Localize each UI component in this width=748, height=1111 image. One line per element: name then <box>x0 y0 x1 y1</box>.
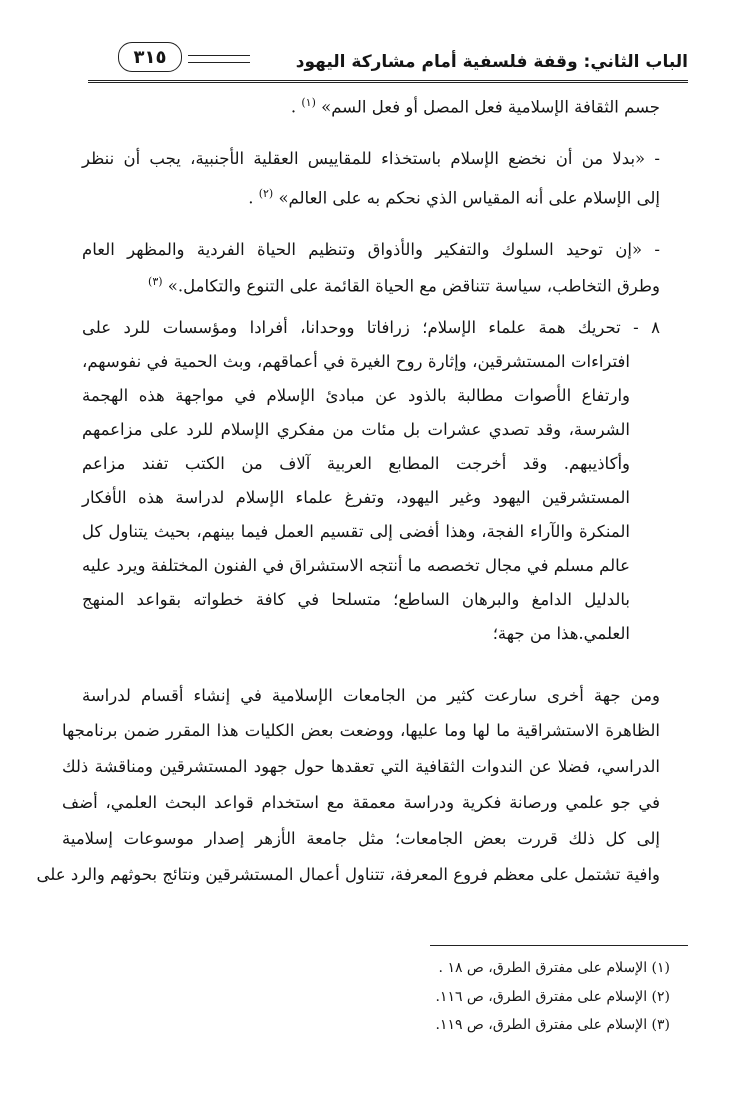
body-line: إلى الإسلام على أنه المقياس الذي نحكم به على العالم» $^{(٢)}$ . <box>248 187 660 208</box>
body-line: ومن جهة أخرى سارعت كثير من الجامعات الإسلامية في إنشاء أقسام لدراسة <box>82 686 660 705</box>
body-line: إلى كل ذلك قررت بعض الجامعات؛ مثل جامعة الأزهر إصدار موسوعات إسلامية <box>62 829 661 848</box>
body-line: وافية تشتمل على معظم فروع المعرفة، تتناول أعمال المستشرقين ونتائج بحوثهم والرد على <box>36 865 660 884</box>
body-line: وأكاذيبهم. وقد أخرجت المطابع العربية آلاف من الكتب تفند مزاعم <box>82 454 630 473</box>
body-line: - «إن توحيد السلوك والتفكير والأذواق وتنظيم الحياة الفردية والمظهر العام <box>82 240 660 259</box>
body-line: وطرق التخاطب، سياسة تتناقض مع الحياة القائمة على التنوع والتكامل.» $^{(٣)}$ <box>148 275 660 296</box>
footnote: (٢) الإسلام على مفترق الطرق، ص ١١٦. <box>435 989 670 1005</box>
body-line: الدراسي، فضلا عن الندوات الثقافية التي تعقدها حول جهود المستشرقين ومناقشة ذلك <box>62 757 660 776</box>
body-line: المنكرة والآراء الفجة، وهذا أفضى إلى تقسيم العمل فيما بينهم، بحيث يتناول كل <box>82 522 630 541</box>
running-header <box>88 38 688 84</box>
footnote-ref: (٢) <box>258 187 274 200</box>
body-line: العلمي.هذا من جهة؛ <box>492 624 630 643</box>
body-line: بالدليل الدامغ والبرهان الساطع؛ متسلحا في كافة خطواته بقواعد المنهج <box>82 590 630 609</box>
body-line: عالم مسلم في مجال تخصصه ما أنتجه الاستشراق في الفنون المختلفة ويرد عليه <box>82 556 630 575</box>
footnote-ref: (١) <box>301 96 316 109</box>
body-line: جسم الثقافة الإسلامية فعل المصل أو فعل السم» $^{(١)}$ . <box>290 96 660 117</box>
footnote-rule <box>430 945 688 946</box>
body-line: ٨ - تحريك همة علماء الإسلام؛ زرافاتا ووحدانا، أفرادا ومؤسسات للرد على <box>82 318 660 337</box>
body-line: افتراءات المستشرقين، وإثارة روح الغيرة في أعماقهم، وبث الحمية في نفوسهم، <box>82 352 630 371</box>
body-line: الشرسة، وقد تصدي عشرات بل مئات من مفكري الإسلام للرد على مزاعمهم <box>82 420 630 439</box>
body-line: وارتفاع الأصوات مطالبة بالذود عن مبادئ الإسلام في مواجهة هذه الهجمة <box>82 386 630 405</box>
footnote-ref: (٣) <box>148 275 163 288</box>
body-line: الظاهرة الاستشراقية ما لها وما عليها، ووضعت بعض الكليات هذا المقرر ضمن برنامجها <box>62 721 660 740</box>
header-ornament-lines <box>188 55 250 63</box>
body-line: في جو علمي ورصانة فكرية ودراسة معمقة مع استخدام قواعد البحث العلمي، أضف <box>62 793 660 812</box>
body-line: المستشرقين اليهود وغير اليهود، وتفرغ علماء الإسلام لدراسة هذه الأفكار <box>82 488 630 507</box>
body-line: - «بدلا من أن نخضع الإسلام باستخذاء للمقاييس العقلية الأجنبية، يجب أن ننظر <box>82 149 660 168</box>
footnote: (١) الإسلام على مفترق الطرق، ص ١٨ . <box>438 960 670 976</box>
footnote: (٣) الإسلام على مفترق الطرق، ص ١١٩. <box>435 1017 670 1033</box>
page-number: ٣١٥ <box>118 42 182 72</box>
header-rule <box>88 80 688 83</box>
chapter-title: الباب الثاني: وقفة فلسفية أمام مشاركة اليهود <box>295 52 688 72</box>
